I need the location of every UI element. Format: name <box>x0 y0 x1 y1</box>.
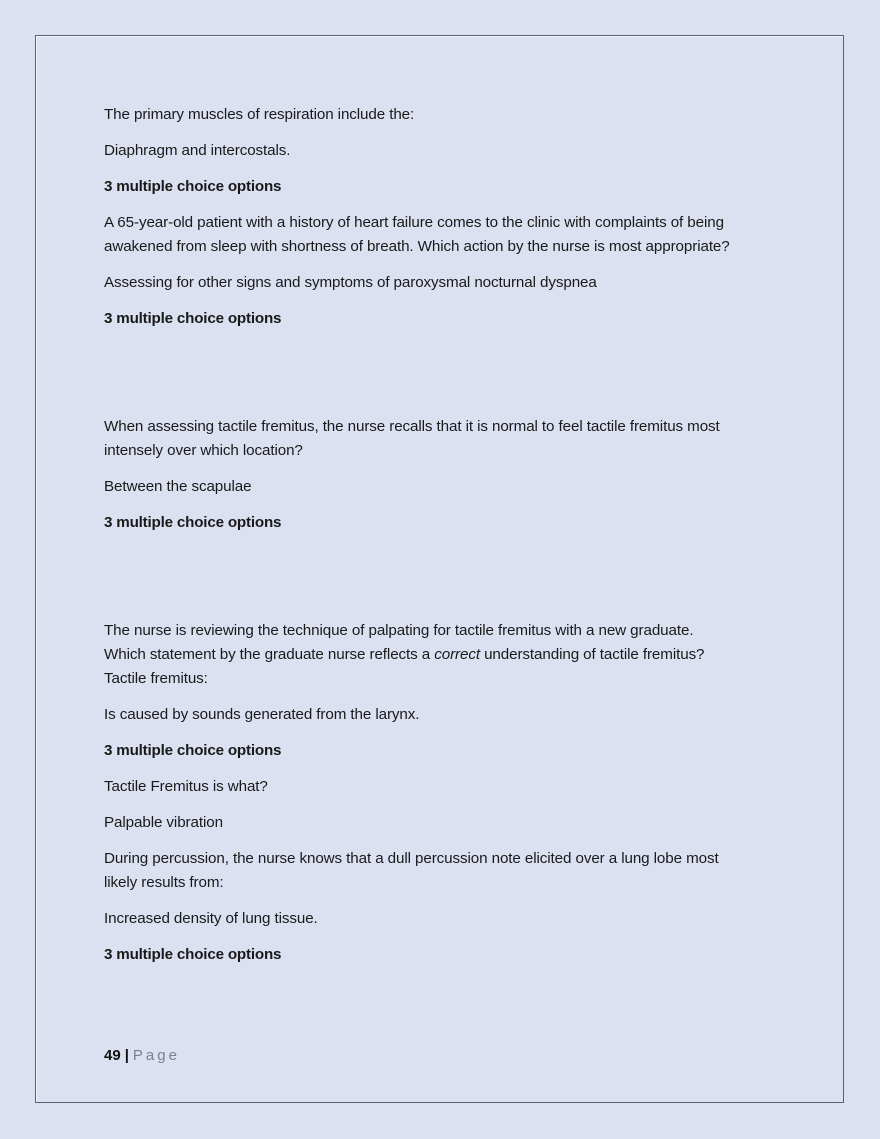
question-text: likely results from: <box>104 874 224 891</box>
question-text: A 65-year-old patient with a history of heart failure comes to the clinic with complaints of being <box>104 214 724 231</box>
options-note: 3 multiple choice options <box>104 178 282 195</box>
answer-text: Assessing for other signs and symptoms of paroxysmal nocturnal dyspnea <box>104 274 597 291</box>
answer-text: Between the scapulae <box>104 478 252 495</box>
question-text: intensely over which location? <box>104 442 303 459</box>
options-note: 3 multiple choice options <box>104 946 282 963</box>
options-note: 3 multiple choice options <box>104 310 282 327</box>
footer-separator: | <box>124 1047 129 1064</box>
question-text: The nurse is reviewing the technique of palpating for tactile fremitus with a new graduate. <box>104 622 694 639</box>
answer-text: Increased density of lung tissue. <box>104 910 318 927</box>
options-note: 3 multiple choice options <box>104 742 282 759</box>
answer-text: Palpable vibration <box>104 814 223 831</box>
question-text: During percussion, the nurse knows that a dull percussion note elicited over a lung lobe most <box>104 850 719 867</box>
question-text: Tactile Fremitus is what? <box>104 778 268 795</box>
question-text-part: understanding of tactile fremitus? <box>479 646 705 663</box>
question-text: When assessing tactile fremitus, the nurse recalls that it is normal to feel tactile fremitus most <box>104 418 720 435</box>
answer-text: Diaphragm and intercostals. <box>104 142 291 159</box>
page-number: 49 <box>104 1047 121 1064</box>
question-text-part: Which statement by the graduate nurse reflects a <box>104 646 435 663</box>
question-text: The primary muscles of respiration include the: <box>104 106 415 123</box>
page-footer <box>104 1045 180 1067</box>
options-note: 3 multiple choice options <box>104 514 282 531</box>
question-text: Tactile fremitus: <box>104 670 208 687</box>
question-text <box>104 643 704 667</box>
answer-text: Is caused by sounds generated from the larynx. <box>104 706 420 723</box>
page-label: Page <box>132 1047 180 1064</box>
emphasis-correct: correct <box>434 646 480 663</box>
question-text: awakened from sleep with shortness of breath. Which action by the nurse is most appropriate? <box>104 238 730 255</box>
